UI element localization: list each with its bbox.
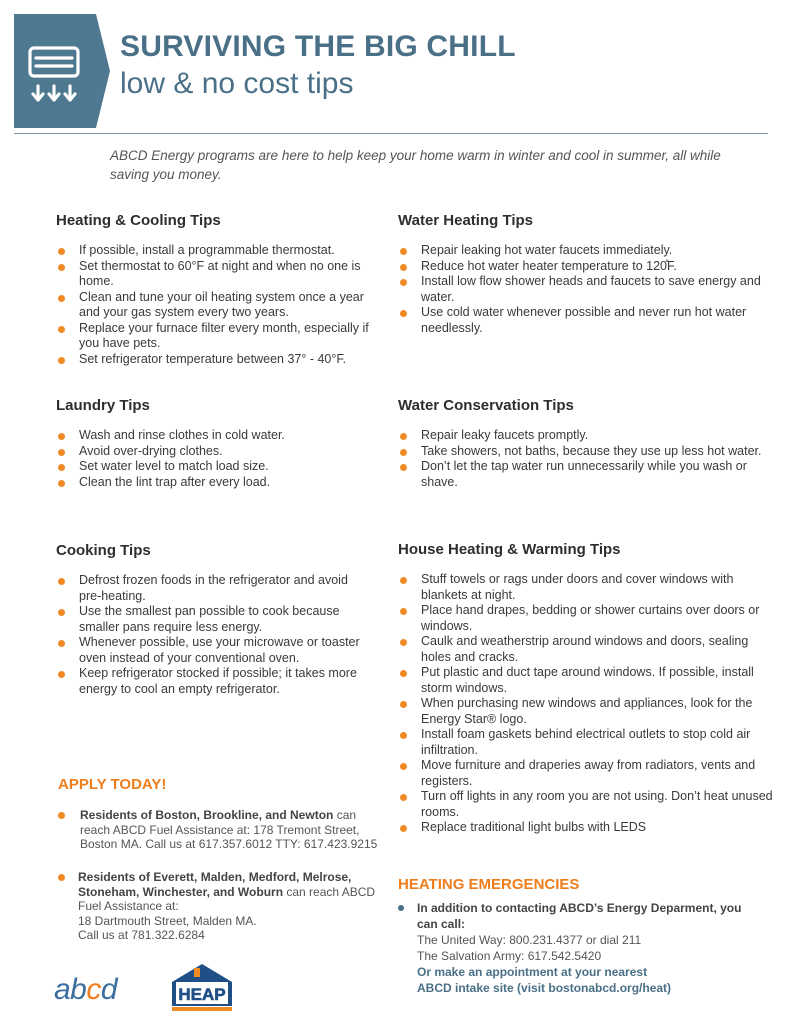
list-item: If possible, install a programmable thermostat. bbox=[56, 243, 378, 259]
bullet-icon bbox=[58, 326, 65, 333]
list-item: Take showers, not baths, because they use up less hot water. bbox=[398, 444, 776, 460]
list-item: Replace traditional light bulbs with LEDS bbox=[398, 820, 774, 836]
appointment-link[interactable]: Or make an appointment at your nearest bbox=[417, 965, 648, 979]
list-item: Turn off lights in any room you are not using. Don’t heat unused rooms. bbox=[398, 789, 774, 820]
tips-list bbox=[56, 573, 366, 697]
section-title: Water Conservation Tips bbox=[398, 397, 574, 414]
list-item: Wash and rinse clothes in cold water. bbox=[56, 428, 378, 444]
list-item: Caulk and weatherstrip around windows and doors, sealing holes and cracks. bbox=[398, 634, 774, 665]
list-item: Replace your furnace filter every month, especially if you have pets. bbox=[56, 321, 378, 352]
list-item: Defrost frozen foods in the refrigerator and avoid pre-heating. bbox=[56, 573, 366, 604]
bullet-icon bbox=[400, 701, 407, 708]
intake-site-link[interactable]: ABCD intake site (visit bostonabcd.org/heat) bbox=[417, 981, 672, 995]
list-item: Reduce hot water heater temperature to 120̊F. bbox=[398, 259, 770, 275]
bullet-icon bbox=[58, 264, 65, 271]
emergencies-heading: HEATING EMERGENCIES bbox=[398, 876, 580, 893]
bullet-icon bbox=[400, 248, 407, 255]
list-item: Repair leaking hot water faucets immediately. bbox=[398, 243, 770, 259]
bullet-icon bbox=[400, 464, 407, 471]
list-item: Put plastic and duct tape around windows. If possible, install storm windows. bbox=[398, 665, 774, 696]
cooking-section bbox=[56, 542, 366, 697]
list-item: Set thermostat to 60°F at night and when no one is home. bbox=[56, 259, 378, 290]
bullet-icon bbox=[400, 577, 407, 584]
bullet-icon bbox=[58, 578, 65, 585]
bullet-icon bbox=[400, 433, 407, 440]
heap-logo bbox=[164, 962, 240, 1014]
bullet-icon bbox=[58, 609, 65, 616]
water-heating-section bbox=[398, 212, 770, 336]
list-item: Place hand drapes, bedding or shower curtains over doors or windows. bbox=[398, 603, 774, 634]
laundry-section bbox=[56, 397, 378, 490]
abcd-logo: abcd bbox=[54, 973, 118, 1006]
bullet-icon bbox=[58, 433, 65, 440]
bullet-icon bbox=[58, 449, 65, 456]
bullet-icon bbox=[400, 794, 407, 801]
list-item: Stuff towels or rags under doors and cover windows with blankets at night. bbox=[398, 572, 774, 603]
list-item: Use the smallest pan possible to cook because smaller pans require less energy. bbox=[56, 604, 366, 635]
tips-list bbox=[56, 243, 378, 367]
section-title: House Heating & Warming Tips bbox=[398, 541, 621, 558]
list-item: Set water level to match load size. bbox=[56, 459, 378, 475]
list-item: Use cold water whenever possible and never run hot water needlessly. bbox=[398, 305, 770, 336]
tips-list bbox=[56, 428, 378, 490]
bullet-icon bbox=[398, 905, 404, 911]
bullet-icon bbox=[58, 812, 65, 819]
list-item: Set refrigerator temperature between 37° - 40°F. bbox=[56, 352, 378, 368]
list-item: Don’t let the tap water run unnecessarily while you wash or shave. bbox=[398, 459, 776, 490]
list-item: Install foam gaskets behind electrical outlets to stop cold air infiltration. bbox=[398, 727, 774, 758]
house-heating-section bbox=[398, 541, 774, 836]
bullet-icon bbox=[58, 295, 65, 302]
bullet-icon bbox=[400, 763, 407, 770]
section-title: Heating & Cooling Tips bbox=[56, 212, 221, 229]
bullet-icon bbox=[400, 279, 407, 286]
emergencies-block: In addition to contacting ABCD’s Energy Deparment, you can call: The United Way: 800.231.4377 or dial 211 The Salvation Army: 617.542.5420 Or make an appointment at your nearest ABCD intake site (visit bostonabcd.org/heat) bbox=[398, 900, 758, 996]
header-badge bbox=[14, 14, 110, 128]
section-title: Cooking Tips bbox=[56, 542, 151, 559]
bullet-icon bbox=[58, 464, 65, 471]
tips-list bbox=[398, 243, 770, 336]
tips-list bbox=[398, 572, 774, 836]
bullet-icon bbox=[58, 874, 65, 881]
list-item: When purchasing new windows and appliances, look for the Energy Star® logo. bbox=[398, 696, 774, 727]
bullet-icon bbox=[400, 264, 407, 271]
bullet-icon bbox=[400, 670, 407, 677]
tips-list bbox=[398, 428, 776, 490]
bullet-icon bbox=[400, 639, 407, 646]
section-title: Water Heating Tips bbox=[398, 212, 534, 229]
apply-boston: Residents of Boston, Brookline, and Newton can reach ABCD Fuel Assistance at: 178 Tremont Street, Boston MA. Call us at 617.357.6012 TTY: 617.423.9215 bbox=[56, 808, 386, 852]
bullet-icon bbox=[400, 608, 407, 615]
bullet-icon bbox=[400, 732, 407, 739]
bullet-icon bbox=[400, 310, 407, 317]
water-conservation-section bbox=[398, 397, 776, 490]
apply-everett: Residents of Everett, Malden, Medford, Melrose, Stoneham, Winchester, and Woburn can reach ABCD Fuel Assistance at: 18 Dartmouth Street, Malden MA. Call us at 781.322.6284 bbox=[56, 870, 396, 943]
list-item: Avoid over-drying clothes. bbox=[56, 444, 378, 460]
section-title: Laundry Tips bbox=[56, 397, 150, 414]
intro-text: ABCD Energy programs are here to help keep your home warm in winter and cool in summer, all while saving you money. bbox=[110, 148, 721, 182]
list-item: Install low flow shower heads and faucets to save energy and water. bbox=[398, 274, 770, 305]
bullet-icon bbox=[58, 248, 65, 255]
header-divider bbox=[14, 133, 768, 134]
list-item: Repair leaky faucets promptly. bbox=[398, 428, 776, 444]
heating-cooling-section bbox=[56, 212, 378, 367]
list-item: Move furniture and draperies away from radiators, vents and registers. bbox=[398, 758, 774, 789]
page-title: SURVIVING THE BIG CHILL bbox=[120, 30, 516, 63]
bullet-icon bbox=[58, 480, 65, 487]
list-item: Clean the lint trap after every load. bbox=[56, 475, 378, 491]
bullet-icon bbox=[400, 449, 407, 456]
list-item: Whenever possible, use your microwave or toaster oven instead of your conventional oven. bbox=[56, 635, 366, 666]
list-item: Clean and tune your oil heating system once a year and your gas system every two years. bbox=[56, 290, 378, 321]
bullet-icon bbox=[58, 357, 65, 364]
bullet-icon bbox=[400, 825, 407, 832]
heap-logo-text: HEAP bbox=[178, 985, 226, 1004]
list-item: Keep refrigerator stocked if possible; it takes more energy to cool an empty refrigerator. bbox=[56, 666, 366, 697]
apply-heading: APPLY TODAY! bbox=[58, 776, 167, 793]
page-subtitle: low & no cost tips bbox=[120, 67, 354, 100]
bullet-icon bbox=[58, 640, 65, 647]
bullet-icon bbox=[58, 671, 65, 678]
